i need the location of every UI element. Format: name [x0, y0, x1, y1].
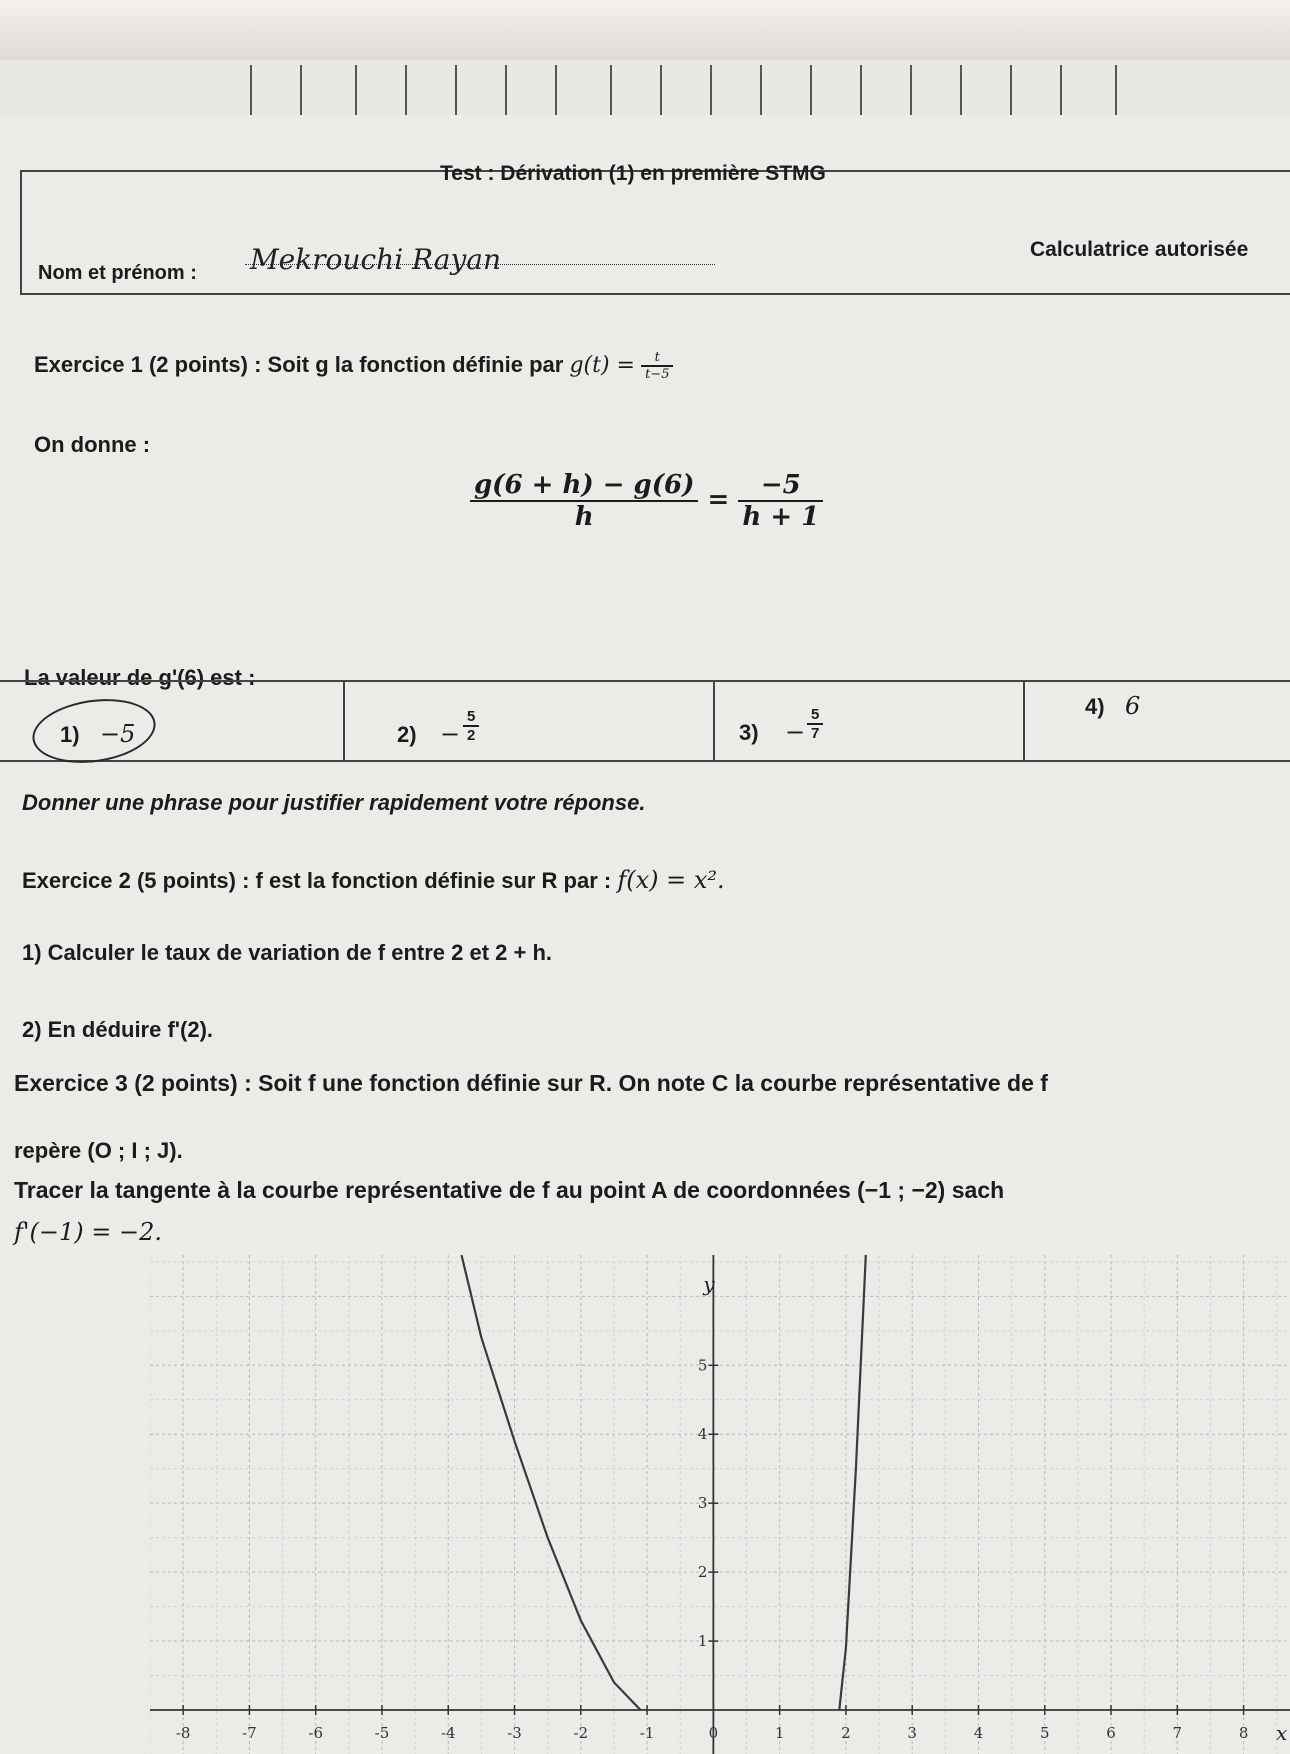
formula-right	[738, 470, 823, 532]
answer-4-value: 6	[1125, 692, 1141, 720]
answer-option-4[interactable]	[1025, 682, 1290, 760]
y-tick-label: 3	[697, 1494, 708, 1513]
answer-2-label: 2)	[397, 722, 417, 747]
page-title: Test : Dérivation (1) en première STMG	[440, 162, 826, 185]
curve-branch	[839, 1255, 866, 1710]
y-tick-label: 4	[697, 1425, 708, 1444]
formula-right-denominator: h + 1	[742, 502, 820, 532]
y-axis-label: y	[703, 1272, 715, 1296]
answer-2-denominator: 2	[467, 727, 476, 744]
definition-numerator: t	[641, 350, 673, 367]
exercise3-line-1: Exercice 3 (2 points) : Soit f une fonction définie sur R. On note C la courbe représentative de f	[14, 1070, 1048, 1096]
formula-left	[470, 470, 698, 532]
answer-4-label: 4)	[1085, 694, 1105, 719]
header-box	[20, 170, 1290, 295]
x-tick-label: -7	[242, 1724, 257, 1742]
x-tick-label: -3	[507, 1724, 522, 1742]
answer-3-fraction	[807, 706, 823, 742]
name-field[interactable]: Mekrouchi Rayan	[250, 243, 502, 276]
x-tick-label: 8	[1238, 1724, 1249, 1742]
answer-option-2[interactable]	[345, 682, 715, 760]
x-tick-label: 4	[973, 1724, 984, 1742]
exercise3-line-4: f'(−1) = −2.	[14, 1218, 162, 1246]
x-axis-label: x	[1276, 1721, 1288, 1745]
formula-right-numerator: −5	[738, 470, 823, 502]
y-tick-label: 5	[697, 1356, 708, 1375]
x-tick-label: 7	[1172, 1724, 1183, 1742]
y-tick-label: 1	[697, 1632, 708, 1651]
answer-option-3[interactable]	[715, 682, 1025, 760]
x-tick-label: -4	[440, 1724, 456, 1742]
name-label: Nom et prénom :	[38, 262, 197, 284]
x-tick-label: -1	[639, 1724, 655, 1742]
answer-2-sign: −	[440, 720, 461, 748]
formula-equals: =	[707, 485, 730, 515]
formula-left-numerator: g(6 + h) − g(6)	[470, 470, 698, 502]
answer-table	[0, 680, 1290, 762]
definition-fraction	[641, 350, 673, 382]
answer-1-value: −5	[100, 720, 136, 748]
justify-instruction: Donner une phrase pour justifier rapidement votre réponse.	[22, 790, 646, 815]
exercise3-line-3: Tracer la tangente à la courbe représentative de f au point A de coordonnées (−1 ; −2) sach	[14, 1177, 1005, 1203]
answer-2-numerator: 5	[463, 708, 479, 727]
given-label: On donne :	[34, 432, 151, 457]
answer-3-label: 3)	[739, 720, 759, 745]
y-tick-label: 2	[697, 1563, 708, 1582]
exercise2-question-2: 2) En déduire f'(2).	[22, 1017, 214, 1042]
answer-3-denominator: 7	[811, 725, 820, 742]
x-tick-label: 0	[708, 1724, 719, 1742]
x-tick-label: -6	[308, 1724, 324, 1742]
background-top	[0, 0, 1290, 60]
answer-2-fraction	[463, 708, 479, 744]
exercise2-intro-text: Exercice 2 (5 points) : f est la fonction définie sur R par :	[22, 868, 612, 893]
answer-3-numerator: 5	[807, 706, 823, 725]
x-tick-label: 6	[1106, 1724, 1116, 1742]
x-tick-label: 3	[907, 1724, 917, 1742]
exercise2-definition: f(x) = x².	[617, 866, 725, 894]
x-tick-label: 2	[841, 1724, 851, 1742]
difference-quotient	[470, 470, 823, 532]
x-tick-label: -8	[175, 1724, 191, 1742]
answer-1-label: 1)	[60, 722, 80, 747]
exercise1-intro-text: Exercice 1 (2 points) : Soit g la fonction définie par	[34, 351, 564, 377]
exercise1-intro	[34, 350, 673, 382]
exercise2-intro	[22, 866, 725, 894]
exercise2-question-1: 1) Calculer le taux de variation de f entre 2 et 2 + h.	[22, 940, 553, 965]
x-tick-label: 5	[1039, 1724, 1050, 1742]
calculator-note: Calculatrice autorisée	[1030, 238, 1249, 261]
x-tick-label: 1	[774, 1724, 785, 1742]
formula-left-denominator: h	[574, 502, 594, 532]
definition-denominator: t−5	[645, 367, 670, 382]
x-tick-label: -2	[573, 1724, 589, 1742]
answer-3-sign: −	[785, 718, 806, 746]
question-label: La valeur de g'(6) est :	[24, 665, 256, 690]
exercise3-line-2: repère (O ; I ; J).	[14, 1138, 183, 1163]
function-graph	[150, 1255, 1290, 1754]
x-tick-label: -5	[374, 1724, 390, 1742]
function-definition: g(t) =	[569, 352, 635, 378]
